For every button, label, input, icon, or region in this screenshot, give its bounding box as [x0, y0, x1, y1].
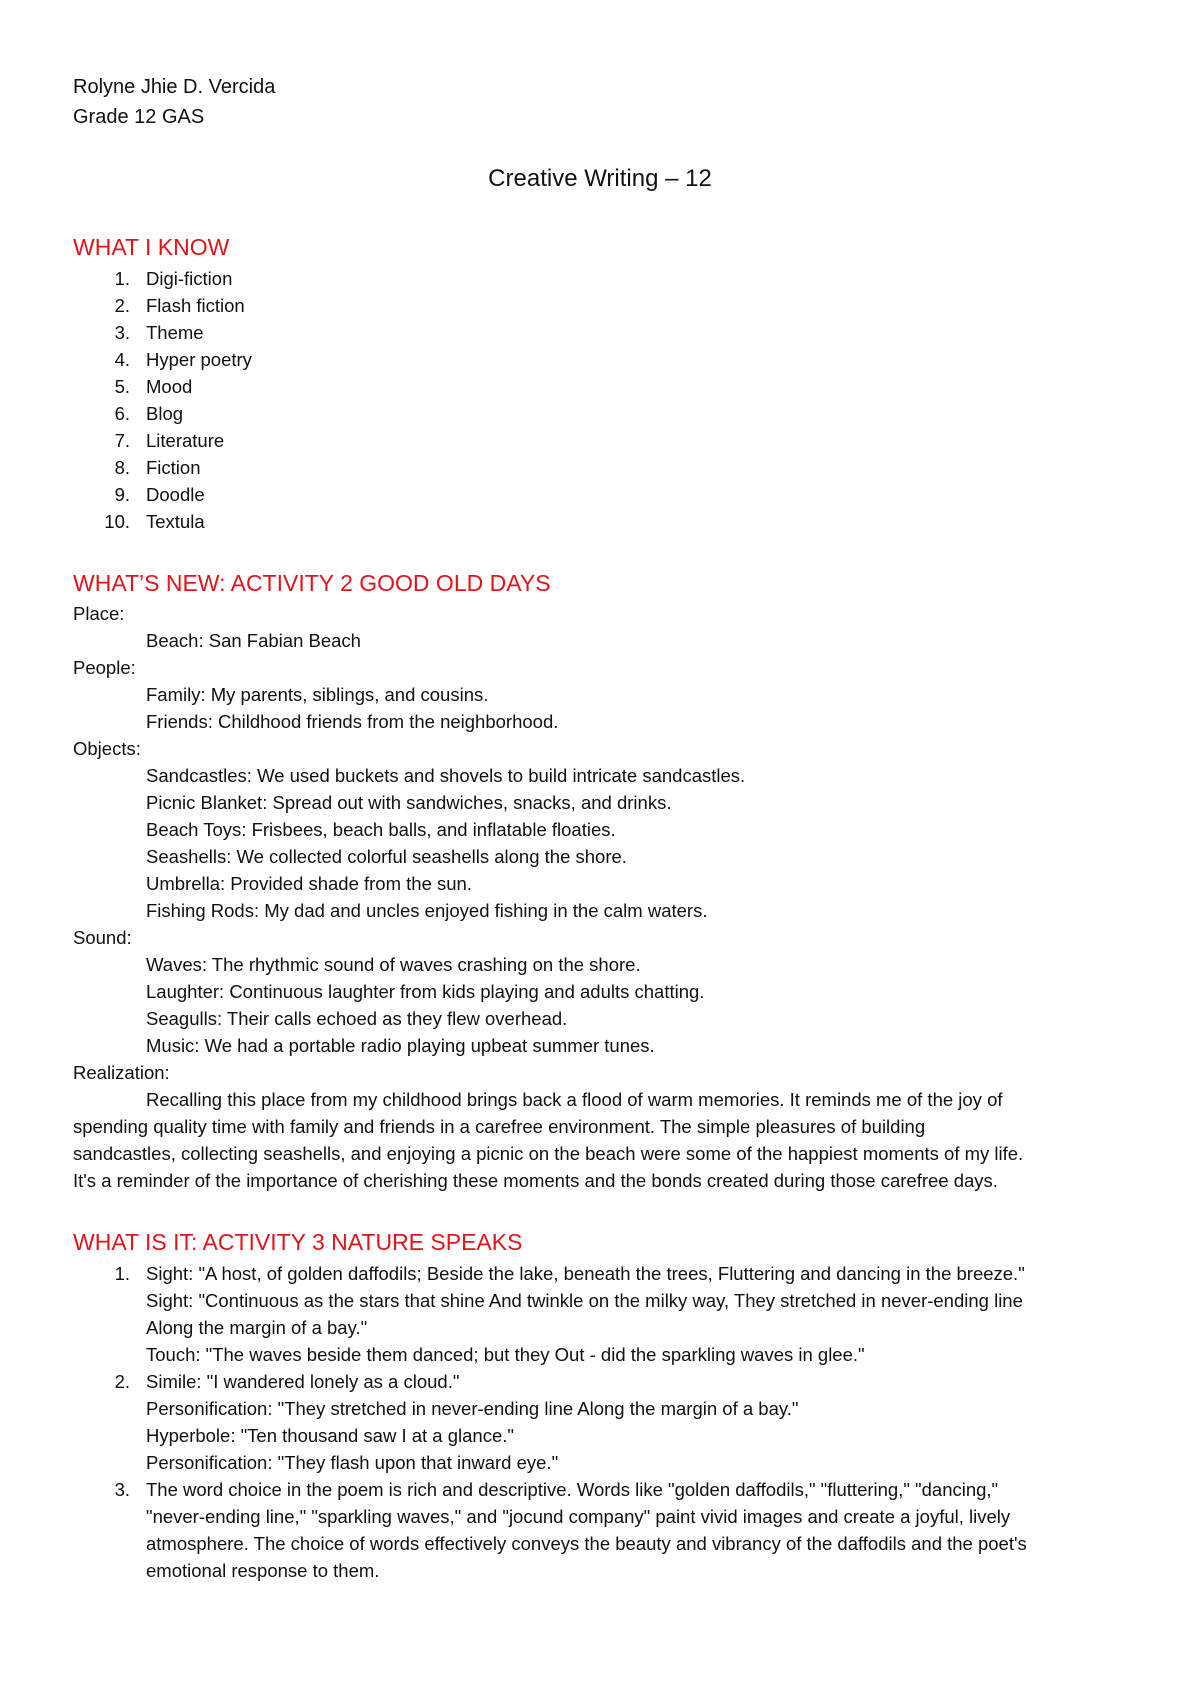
answer-line: Touch: "The waves beside them danced; but they Out - did the sparkling waves in glee."	[146, 1344, 865, 1365]
list-item: Textula	[146, 511, 205, 532]
list-item-number: 8.	[114, 457, 130, 478]
memory-detail: Picnic Blanket: Spread out with sandwiches, snacks, and drinks.	[146, 792, 672, 813]
list-item: Flash fiction	[146, 295, 245, 316]
list-item-number: 3.	[114, 322, 130, 343]
answer-line: Along the margin of a bay."	[146, 1317, 368, 1338]
student-name: Rolyne Jhie D. Vercida	[73, 76, 276, 98]
list-item: Blog	[146, 403, 184, 424]
answer-line: Personification: "They stretched in never-ending line Along the margin of a bay."	[146, 1398, 799, 1419]
answer-line: emotional response to them.	[146, 1560, 380, 1581]
answer-line: "never-ending line," "sparkling waves," and "jocund company" paint vivid images and create a joyful, lively	[146, 1506, 1011, 1527]
answer-line: Simile: "I wandered lonely as a cloud."	[146, 1371, 460, 1392]
list-item-number: 4.	[114, 349, 130, 370]
answer-line: atmosphere. The choice of words effectively conveys the beauty and vibrancy of the daffodils and the poet's	[146, 1533, 1027, 1554]
list-item-number: 9.	[114, 484, 130, 505]
list-item: Theme	[146, 322, 204, 343]
answer-line: Personification: "They flash upon that inward eye."	[146, 1452, 559, 1473]
paragraph-line: sandcastles, collecting seashells, and enjoying a picnic on the beach were some of the happiest moments of my life.	[73, 1143, 1024, 1164]
memory-detail: Seagulls: Their calls echoed as they flew overhead.	[146, 1008, 568, 1029]
list-item-number: 5.	[114, 376, 130, 397]
memory-detail: Music: We had a portable radio playing upbeat summer tunes.	[146, 1035, 655, 1056]
list-item-number: 2.	[114, 295, 130, 316]
category-label-place: Place:	[73, 603, 125, 624]
memory-detail: Fishing Rods: My dad and uncles enjoyed fishing in the calm waters.	[146, 900, 708, 921]
page-title: Creative Writing – 12	[488, 165, 712, 192]
memory-detail: Sandcastles: We used buckets and shovels to build intricate sandcastles.	[146, 765, 746, 786]
list-item-number: 7.	[114, 430, 130, 451]
memory-detail: Family: My parents, siblings, and cousins.	[146, 684, 489, 705]
category-label-objects: Objects:	[73, 738, 141, 759]
list-item-number: 1.	[114, 1263, 130, 1284]
memory-detail: Beach: San Fabian Beach	[146, 630, 361, 651]
list-item: Doodle	[146, 484, 205, 505]
list-item-number: 3.	[114, 1479, 130, 1500]
section-heading-whats-new: WHAT’S NEW: ACTIVITY 2 GOOD OLD DAYS	[73, 570, 551, 596]
paragraph-line: Recalling this place from my childhood brings back a flood of warm memories. It reminds me of the joy of	[146, 1089, 1003, 1110]
paragraph-line: spending quality time with family and friends in a carefree environment. The simple pleasures of building	[73, 1116, 926, 1137]
memory-detail: Umbrella: Provided shade from the sun.	[146, 873, 472, 894]
answer-line: Hyperbole: "Ten thousand saw I at a glance."	[146, 1425, 514, 1446]
category-label-realization: Realization:	[73, 1062, 170, 1083]
section-heading-what-is-it: WHAT IS IT: ACTIVITY 3 NATURE SPEAKS	[73, 1229, 523, 1255]
list-item-number: 10.	[104, 511, 130, 532]
category-label-sound: Sound:	[73, 927, 132, 948]
answer-line: Sight: "A host, of golden daffodils; Beside the lake, beneath the trees, Fluttering and dancing in the breeze."	[146, 1263, 1025, 1284]
memory-detail: Waves: The rhythmic sound of waves crashing on the shore.	[146, 954, 641, 975]
answer-line: Sight: "Continuous as the stars that shine And twinkle on the milky way, They stretched in never-ending line	[146, 1290, 1023, 1311]
list-item: Digi-fiction	[146, 268, 233, 289]
memory-detail: Laughter: Continuous laughter from kids playing and adults chatting.	[146, 981, 705, 1002]
list-item-number: 6.	[114, 403, 130, 424]
category-label-people: People:	[73, 657, 136, 678]
list-item: Fiction	[146, 457, 201, 478]
memory-detail: Seashells: We collected colorful seashells along the shore.	[146, 846, 627, 867]
paragraph-line: It's a reminder of the importance of cherishing these moments and the bonds created during those carefree days.	[73, 1170, 998, 1191]
answer-line: The word choice in the poem is rich and descriptive. Words like "golden daffodils," "fluttering," "dancing,"	[146, 1479, 999, 1500]
memory-detail: Beach Toys: Frisbees, beach balls, and inflatable floaties.	[146, 819, 616, 840]
list-item-number: 2.	[114, 1371, 130, 1392]
list-item: Literature	[146, 430, 225, 451]
list-item-number: 1.	[114, 268, 130, 289]
section-heading-what-i-know: WHAT I KNOW	[73, 234, 230, 260]
student-grade: Grade 12 GAS	[73, 106, 205, 128]
memory-detail: Friends: Childhood friends from the neighborhood.	[146, 711, 559, 732]
list-item: Mood	[146, 376, 193, 397]
list-item: Hyper poetry	[146, 349, 252, 370]
